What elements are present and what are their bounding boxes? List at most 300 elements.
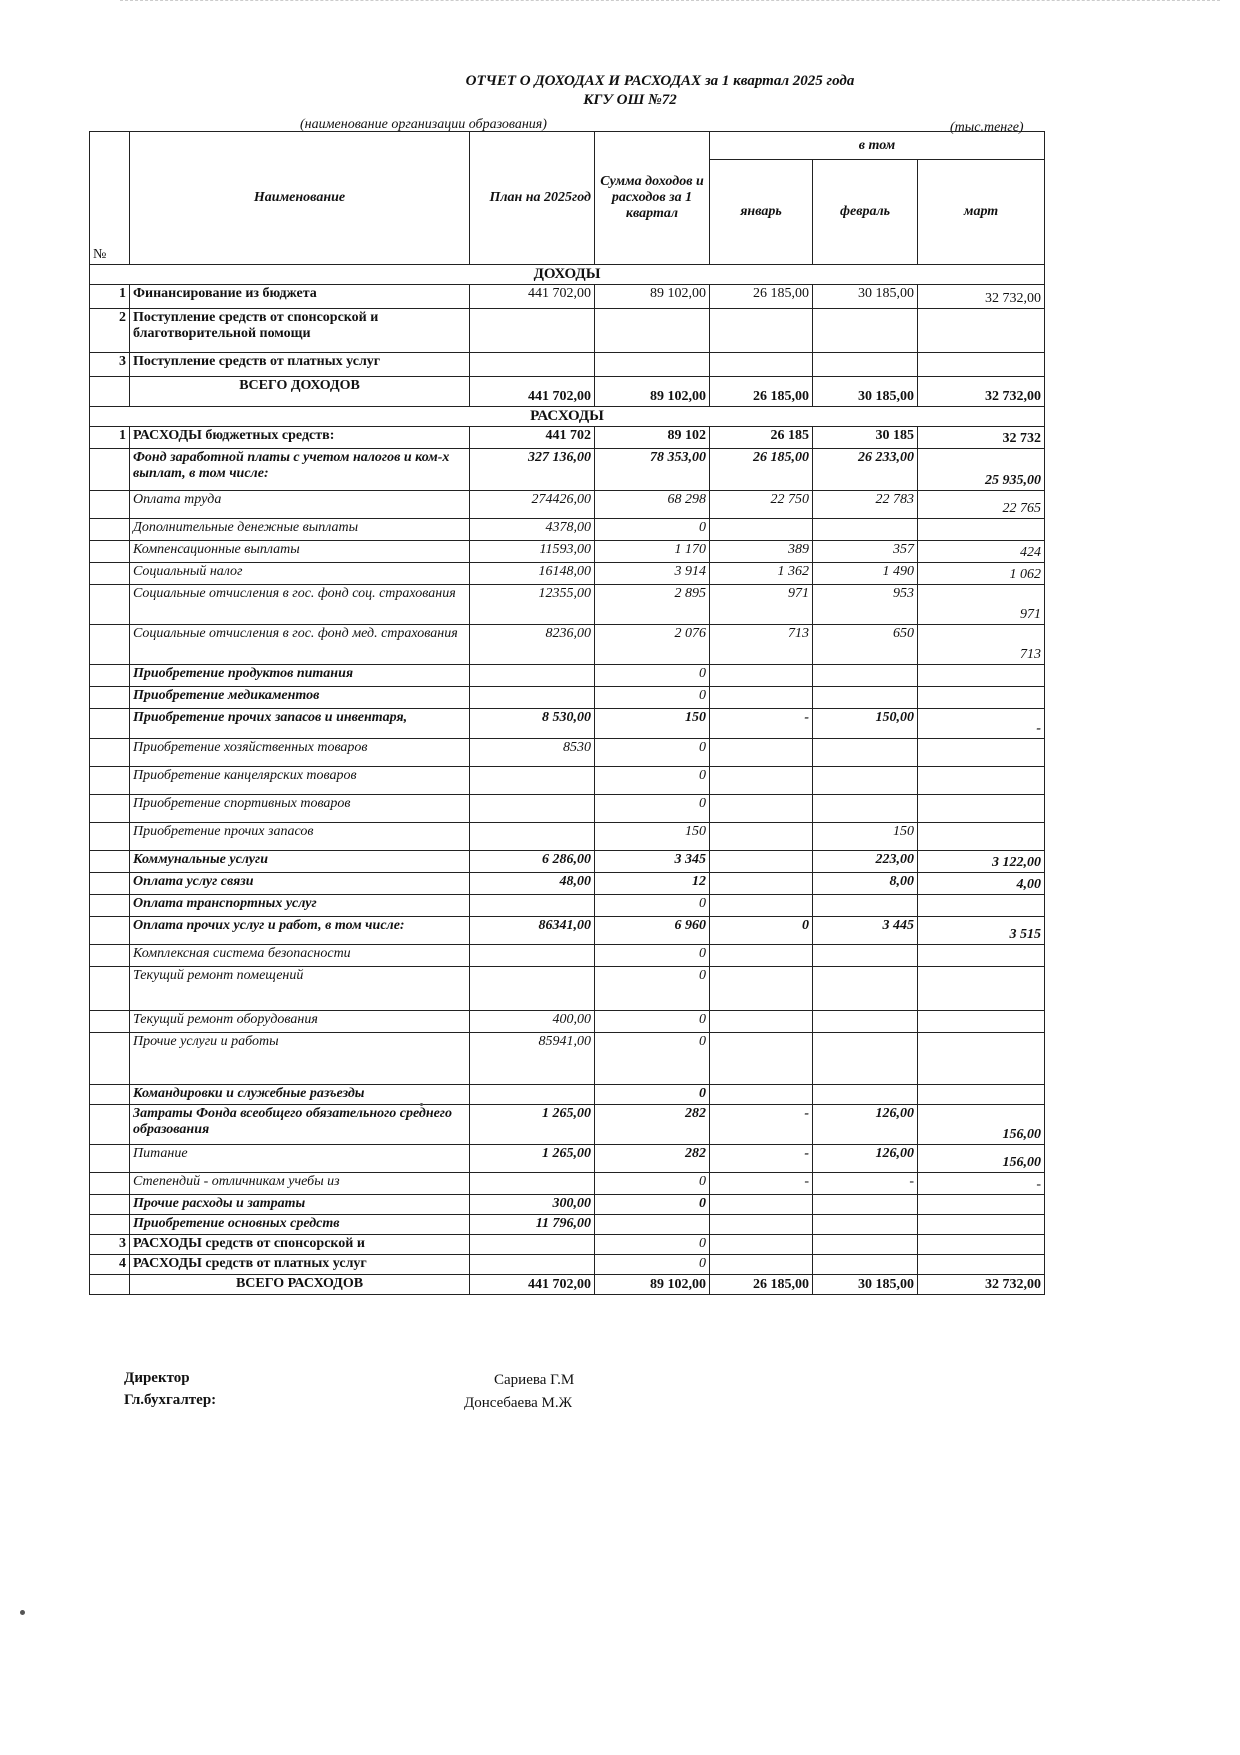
row-number bbox=[90, 1173, 130, 1195]
cell-mar bbox=[918, 1215, 1045, 1235]
cell-plan bbox=[470, 1085, 595, 1105]
expense-row bbox=[90, 563, 1045, 585]
cell-feb bbox=[813, 967, 918, 1011]
cell-mar bbox=[918, 519, 1045, 541]
cell-sum bbox=[595, 309, 710, 353]
cell-plan: 16148,00 bbox=[470, 563, 595, 585]
section-header: РАСХОДЫ bbox=[90, 407, 1045, 427]
cell-plan: 1 265,00 bbox=[470, 1145, 595, 1173]
cell-mar: 424 bbox=[918, 541, 1045, 563]
cell-jan: - bbox=[710, 1145, 813, 1173]
cell-plan bbox=[470, 1173, 595, 1195]
report-body bbox=[90, 265, 1045, 1295]
cell-mar bbox=[918, 795, 1045, 823]
cell-mar bbox=[918, 967, 1045, 1011]
cell-plan: 441 702,00 bbox=[470, 285, 595, 309]
cell-feb: 126,00 bbox=[813, 1105, 918, 1145]
expense-row bbox=[90, 1085, 1045, 1105]
cell-jan bbox=[710, 945, 813, 967]
row-number bbox=[90, 795, 130, 823]
row-number bbox=[90, 873, 130, 895]
cell-feb: 150 bbox=[813, 823, 918, 851]
cell-feb bbox=[813, 687, 918, 709]
total-plan: 441 702,00 bbox=[470, 377, 595, 407]
row-number bbox=[90, 917, 130, 945]
cell-mar: - bbox=[918, 1173, 1045, 1195]
cell-sum: 3 914 bbox=[595, 563, 710, 585]
cell-sum: 0 bbox=[595, 1011, 710, 1033]
cell-sum: 0 bbox=[595, 1195, 710, 1215]
cell-sum: 2 076 bbox=[595, 625, 710, 665]
col-mar-header: март bbox=[918, 160, 1045, 265]
row-number: 1 bbox=[90, 427, 130, 449]
cell-sum: 0 bbox=[595, 1173, 710, 1195]
cell-jan bbox=[710, 665, 813, 687]
cell-plan bbox=[470, 1235, 595, 1255]
cell-sum: 0 bbox=[595, 795, 710, 823]
cell-plan: 12355,00 bbox=[470, 585, 595, 625]
row-number bbox=[90, 895, 130, 917]
scan-speck bbox=[20, 1610, 25, 1615]
row-name: РАСХОДЫ средств от платных услуг bbox=[130, 1255, 470, 1275]
cell-plan bbox=[470, 687, 595, 709]
expense-row bbox=[90, 449, 1045, 491]
expense-row bbox=[90, 665, 1045, 687]
cell-feb: 150,00 bbox=[813, 709, 918, 739]
col-jan-header: январь bbox=[710, 160, 813, 265]
cell-plan bbox=[470, 895, 595, 917]
cell-jan bbox=[710, 1011, 813, 1033]
cell-feb bbox=[813, 1033, 918, 1085]
cell-jan bbox=[710, 1195, 813, 1215]
cell-jan bbox=[710, 309, 813, 353]
expense-row bbox=[90, 739, 1045, 767]
units-label: (тыс.тенге) bbox=[950, 120, 1024, 135]
row-number bbox=[90, 625, 130, 665]
cell-mar bbox=[918, 895, 1045, 917]
director-name: Сариева Г.М bbox=[494, 1372, 575, 1388]
cell-jan bbox=[710, 967, 813, 1011]
cell-jan: 0 bbox=[710, 917, 813, 945]
expense-row bbox=[90, 767, 1045, 795]
cell-sum: 282 bbox=[595, 1105, 710, 1145]
row-number bbox=[90, 1145, 130, 1173]
cell-plan: 400,00 bbox=[470, 1011, 595, 1033]
row-name: Социальные отчисления в гос. фонд мед. страхования bbox=[130, 625, 470, 665]
cell-mar: 25 935,00 bbox=[918, 449, 1045, 491]
expense-row bbox=[90, 823, 1045, 851]
total-jan: 26 185,00 bbox=[710, 1275, 813, 1295]
row-name: Социальные отчисления в гос. фонд соц. страхования bbox=[130, 585, 470, 625]
row-name: Оплата труда bbox=[130, 491, 470, 519]
cell-sum: 6 960 bbox=[595, 917, 710, 945]
cell-sum: 0 bbox=[595, 967, 710, 1011]
cell-mar: 156,00 bbox=[918, 1145, 1045, 1173]
cell-mar bbox=[918, 823, 1045, 851]
cell-mar bbox=[918, 1195, 1045, 1215]
col-sum-header: Сумма доходов и расходов за 1 квартал bbox=[595, 132, 710, 265]
expense-row bbox=[90, 873, 1045, 895]
cell-mar bbox=[918, 1235, 1045, 1255]
row-name: Поступление средств от платных услуг bbox=[130, 353, 470, 377]
cell-feb: - bbox=[813, 1173, 918, 1195]
row-number bbox=[90, 1011, 130, 1033]
expense-row bbox=[90, 895, 1045, 917]
row-name: Коммунальные услуги bbox=[130, 851, 470, 873]
cell-jan: 26 185,00 bbox=[710, 449, 813, 491]
cell-plan bbox=[470, 309, 595, 353]
expense-row bbox=[90, 625, 1045, 665]
row-number: 4 bbox=[90, 1255, 130, 1275]
col-feb-header: февраль bbox=[813, 160, 918, 265]
expense-row bbox=[90, 1033, 1045, 1085]
cell-feb: 26 233,00 bbox=[813, 449, 918, 491]
row-name: Приобретение продуктов питания bbox=[130, 665, 470, 687]
row-name: Прочие расходы и затраты bbox=[130, 1195, 470, 1215]
cell-sum: 0 bbox=[595, 1085, 710, 1105]
cell-feb: 126,00 bbox=[813, 1145, 918, 1173]
cell-jan: 26 185,00 bbox=[710, 285, 813, 309]
row-number bbox=[90, 1215, 130, 1235]
cell-sum: 282 bbox=[595, 1145, 710, 1173]
expense-row bbox=[90, 1145, 1045, 1173]
cell-feb bbox=[813, 795, 918, 823]
cell-mar: 4,00 bbox=[918, 873, 1045, 895]
cell-feb bbox=[813, 665, 918, 687]
cell-plan bbox=[470, 1255, 595, 1275]
cell-plan: 11 796,00 bbox=[470, 1215, 595, 1235]
total-feb: 30 185,00 bbox=[813, 377, 918, 407]
expense-row bbox=[90, 541, 1045, 563]
cell-feb bbox=[813, 895, 918, 917]
cell-jan bbox=[710, 1255, 813, 1275]
row-name: Фонд заработной платы с учетом налогов и ком-х выплат, в том числе: bbox=[130, 449, 470, 491]
total-mar: 32 732,00 bbox=[918, 1275, 1045, 1295]
cell-plan: 85941,00 bbox=[470, 1033, 595, 1085]
row-name: Текущий ремонт помещений bbox=[130, 967, 470, 1011]
row-number: 1 bbox=[90, 285, 130, 309]
organization-name: КГУ ОШ №72 bbox=[583, 92, 677, 108]
section-header: ДОХОДЫ bbox=[90, 265, 1045, 285]
cell-feb bbox=[813, 1011, 918, 1033]
cell-mar: 3 122,00 bbox=[918, 851, 1045, 873]
row-name: Степендий - отличникам учебы из bbox=[130, 1173, 470, 1195]
expense-row bbox=[90, 917, 1045, 945]
cell-plan: 327 136,00 bbox=[470, 449, 595, 491]
row-number bbox=[90, 519, 130, 541]
row-number bbox=[90, 1085, 130, 1105]
col-plan-header: План на 2025год bbox=[470, 132, 595, 265]
expense-row bbox=[90, 1011, 1045, 1033]
cell-sum: 89 102,00 bbox=[595, 285, 710, 309]
cell-jan: 713 bbox=[710, 625, 813, 665]
cell-jan: 26 185 bbox=[710, 427, 813, 449]
cell-jan bbox=[710, 1085, 813, 1105]
director-label: Директор bbox=[124, 1370, 190, 1386]
cell-jan bbox=[710, 687, 813, 709]
expense-row bbox=[90, 1195, 1045, 1215]
cell-plan bbox=[470, 353, 595, 377]
row-number bbox=[90, 823, 130, 851]
income-row bbox=[90, 285, 1045, 309]
cell-jan bbox=[710, 873, 813, 895]
row-name: РАСХОДЫ средств от спонсорской и bbox=[130, 1235, 470, 1255]
cell-plan: 8236,00 bbox=[470, 625, 595, 665]
cell-jan: 1 362 bbox=[710, 563, 813, 585]
col-including-header: в том bbox=[710, 132, 1045, 160]
cell-plan: 48,00 bbox=[470, 873, 595, 895]
row-number bbox=[90, 1033, 130, 1085]
cell-feb bbox=[813, 945, 918, 967]
cell-sum bbox=[595, 353, 710, 377]
accountant-label: Гл.бухгалтер: bbox=[124, 1392, 217, 1408]
total-sum: 89 102,00 bbox=[595, 1275, 710, 1295]
row-number bbox=[90, 377, 130, 407]
cell-sum: 3 345 bbox=[595, 851, 710, 873]
cell-plan bbox=[470, 945, 595, 967]
cell-feb bbox=[813, 1085, 918, 1105]
cell-sum: 0 bbox=[595, 1235, 710, 1255]
cell-plan bbox=[470, 795, 595, 823]
cell-feb bbox=[813, 739, 918, 767]
row-name: Поступление средств от спонсорской и благотворительной помощи bbox=[130, 309, 470, 353]
total-label: ВСЕГО РАСХОДОВ bbox=[130, 1275, 470, 1295]
cell-mar bbox=[918, 1033, 1045, 1085]
cell-sum: 0 bbox=[595, 895, 710, 917]
cell-feb: 3 445 bbox=[813, 917, 918, 945]
cell-jan: 389 bbox=[710, 541, 813, 563]
cell-plan: 8530 bbox=[470, 739, 595, 767]
cell-feb: 30 185 bbox=[813, 427, 918, 449]
row-name: Приобретение медикаментов bbox=[130, 687, 470, 709]
cell-jan bbox=[710, 1033, 813, 1085]
cell-plan: 300,00 bbox=[470, 1195, 595, 1215]
row-number: 2 bbox=[90, 309, 130, 353]
cell-plan bbox=[470, 823, 595, 851]
cell-jan bbox=[710, 1215, 813, 1235]
cell-sum: 1 170 bbox=[595, 541, 710, 563]
cell-feb bbox=[813, 767, 918, 795]
cell-plan: 8 530,00 bbox=[470, 709, 595, 739]
cell-feb: 1 490 bbox=[813, 563, 918, 585]
report-table bbox=[89, 131, 1045, 1295]
row-name: Социальный налог bbox=[130, 563, 470, 585]
row-number: 3 bbox=[90, 353, 130, 377]
total-plan: 441 702,00 bbox=[470, 1275, 595, 1295]
cell-jan bbox=[710, 895, 813, 917]
row-name: Приобретение хозяйственных товаров bbox=[130, 739, 470, 767]
cell-feb: 357 bbox=[813, 541, 918, 563]
row-name: Прочие услуги и работы bbox=[130, 1033, 470, 1085]
income-row bbox=[90, 353, 1045, 377]
row-number bbox=[90, 491, 130, 519]
row-name: Оплата прочих услуг и работ, в том числе: bbox=[130, 917, 470, 945]
total-row bbox=[90, 1275, 1045, 1295]
cell-mar: - bbox=[918, 709, 1045, 739]
cell-jan bbox=[710, 823, 813, 851]
cell-sum: 0 bbox=[595, 767, 710, 795]
cell-sum bbox=[595, 1215, 710, 1235]
cell-sum: 78 353,00 bbox=[595, 449, 710, 491]
row-name: Оплата транспортных услуг bbox=[130, 895, 470, 917]
cell-sum: 0 bbox=[595, 739, 710, 767]
cell-jan: - bbox=[710, 1173, 813, 1195]
cell-feb bbox=[813, 1195, 918, 1215]
cell-feb: 30 185,00 bbox=[813, 285, 918, 309]
cell-mar bbox=[918, 739, 1045, 767]
cell-plan: 274426,00 bbox=[470, 491, 595, 519]
cell-jan: - bbox=[710, 709, 813, 739]
expense-row bbox=[90, 687, 1045, 709]
expense-row bbox=[90, 945, 1045, 967]
row-name: Командировки и служебные разъезды bbox=[130, 1085, 470, 1105]
cell-feb: 953 bbox=[813, 585, 918, 625]
total-feb: 30 185,00 bbox=[813, 1275, 918, 1295]
cell-plan: 6 286,00 bbox=[470, 851, 595, 873]
expense-row bbox=[90, 1255, 1045, 1275]
expense-row bbox=[90, 967, 1045, 1011]
row-name: Оплата услуг связи bbox=[130, 873, 470, 895]
cell-jan: 971 bbox=[710, 585, 813, 625]
row-name: Приобретение прочих запасов и инвентаря, bbox=[130, 709, 470, 739]
cell-mar bbox=[918, 309, 1045, 353]
cell-jan bbox=[710, 767, 813, 795]
organization-caption: (наименование организации образования) bbox=[300, 117, 547, 132]
cell-plan: 11593,00 bbox=[470, 541, 595, 563]
row-number bbox=[90, 1195, 130, 1215]
income-row bbox=[90, 309, 1045, 353]
cell-sum: 0 bbox=[595, 1033, 710, 1085]
row-name: РАСХОДЫ бюджетных средств: bbox=[130, 427, 470, 449]
col-name-header: Наименование bbox=[130, 132, 470, 265]
cell-sum: 68 298 bbox=[595, 491, 710, 519]
cell-sum: 89 102 bbox=[595, 427, 710, 449]
row-number bbox=[90, 665, 130, 687]
cell-mar: 22 765 bbox=[918, 491, 1045, 519]
cell-mar bbox=[918, 1085, 1045, 1105]
row-number bbox=[90, 541, 130, 563]
cell-sum: 2 895 bbox=[595, 585, 710, 625]
cell-sum: 0 bbox=[595, 665, 710, 687]
cell-feb: 650 bbox=[813, 625, 918, 665]
cell-plan bbox=[470, 767, 595, 795]
expense-row bbox=[90, 709, 1045, 739]
cell-mar: 971 bbox=[918, 585, 1045, 625]
cell-plan: 86341,00 bbox=[470, 917, 595, 945]
scan-speck bbox=[420, 1103, 423, 1106]
row-number bbox=[90, 945, 130, 967]
row-name: Дополнительные денежные выплаты bbox=[130, 519, 470, 541]
row-name: Затраты Фонда всеобщего обязательного среднего образования bbox=[130, 1105, 470, 1145]
cell-plan: 4378,00 bbox=[470, 519, 595, 541]
cell-feb bbox=[813, 1235, 918, 1255]
row-name: Комплексная система безопасности bbox=[130, 945, 470, 967]
cell-plan bbox=[470, 967, 595, 1011]
row-number bbox=[90, 739, 130, 767]
cell-feb: 223,00 bbox=[813, 851, 918, 873]
expense-row bbox=[90, 491, 1045, 519]
scan-edge bbox=[120, 0, 1220, 1]
cell-jan: - bbox=[710, 1105, 813, 1145]
col-number-header: № bbox=[90, 132, 130, 265]
row-number bbox=[90, 449, 130, 491]
cell-feb bbox=[813, 1255, 918, 1275]
cell-mar: 3 515 bbox=[918, 917, 1045, 945]
cell-sum: 0 bbox=[595, 1255, 710, 1275]
row-number bbox=[90, 967, 130, 1011]
cell-jan: 22 750 bbox=[710, 491, 813, 519]
expense-row bbox=[90, 795, 1045, 823]
cell-mar bbox=[918, 1011, 1045, 1033]
cell-feb bbox=[813, 309, 918, 353]
cell-mar: 1 062 bbox=[918, 563, 1045, 585]
row-name: Приобретение прочих запасов bbox=[130, 823, 470, 851]
cell-plan: 1 265,00 bbox=[470, 1105, 595, 1145]
expense-row bbox=[90, 851, 1045, 873]
row-number bbox=[90, 585, 130, 625]
cell-sum: 12 bbox=[595, 873, 710, 895]
cell-feb bbox=[813, 519, 918, 541]
total-sum: 89 102,00 bbox=[595, 377, 710, 407]
row-name: Текущий ремонт оборудования bbox=[130, 1011, 470, 1033]
cell-mar bbox=[918, 353, 1045, 377]
cell-mar bbox=[918, 687, 1045, 709]
cell-mar bbox=[918, 1255, 1045, 1275]
row-number bbox=[90, 767, 130, 795]
row-name: Компенсационные выплаты bbox=[130, 541, 470, 563]
cell-sum: 0 bbox=[595, 945, 710, 967]
cell-feb bbox=[813, 1215, 918, 1235]
row-name: Приобретение канцелярских товаров bbox=[130, 767, 470, 795]
cell-mar bbox=[918, 767, 1045, 795]
cell-sum: 150 bbox=[595, 823, 710, 851]
expense-row bbox=[90, 1235, 1045, 1255]
row-number: 3 bbox=[90, 1235, 130, 1255]
row-name: Финансирование из бюджета bbox=[130, 285, 470, 309]
cell-mar: 713 bbox=[918, 625, 1045, 665]
expense-row bbox=[90, 519, 1045, 541]
cell-jan bbox=[710, 851, 813, 873]
cell-jan bbox=[710, 1235, 813, 1255]
report-title: ОТЧЕТ О ДОХОДАХ И РАСХОДАХ за 1 квартал 2025 года bbox=[465, 73, 855, 89]
cell-mar: 32 732,00 bbox=[918, 285, 1045, 309]
expense-row bbox=[90, 1173, 1045, 1195]
row-number bbox=[90, 851, 130, 873]
cell-sum: 0 bbox=[595, 519, 710, 541]
row-number bbox=[90, 1275, 130, 1295]
cell-jan bbox=[710, 739, 813, 767]
row-number bbox=[90, 709, 130, 739]
cell-jan bbox=[710, 519, 813, 541]
cell-jan bbox=[710, 353, 813, 377]
expense-row bbox=[90, 1215, 1045, 1235]
cell-feb bbox=[813, 353, 918, 377]
cell-plan: 441 702 bbox=[470, 427, 595, 449]
cell-plan bbox=[470, 665, 595, 687]
accountant-name: Донсебаева М.Ж bbox=[464, 1395, 573, 1411]
row-number bbox=[90, 1105, 130, 1145]
row-number bbox=[90, 687, 130, 709]
cell-mar bbox=[918, 665, 1045, 687]
cell-feb: 22 783 bbox=[813, 491, 918, 519]
total-jan: 26 185,00 bbox=[710, 377, 813, 407]
cell-mar: 156,00 bbox=[918, 1105, 1045, 1145]
cell-sum: 150 bbox=[595, 709, 710, 739]
row-name: Питание bbox=[130, 1145, 470, 1173]
cell-sum: 0 bbox=[595, 687, 710, 709]
total-mar: 32 732,00 bbox=[918, 377, 1045, 407]
row-name: Приобретение основных средств bbox=[130, 1215, 470, 1235]
